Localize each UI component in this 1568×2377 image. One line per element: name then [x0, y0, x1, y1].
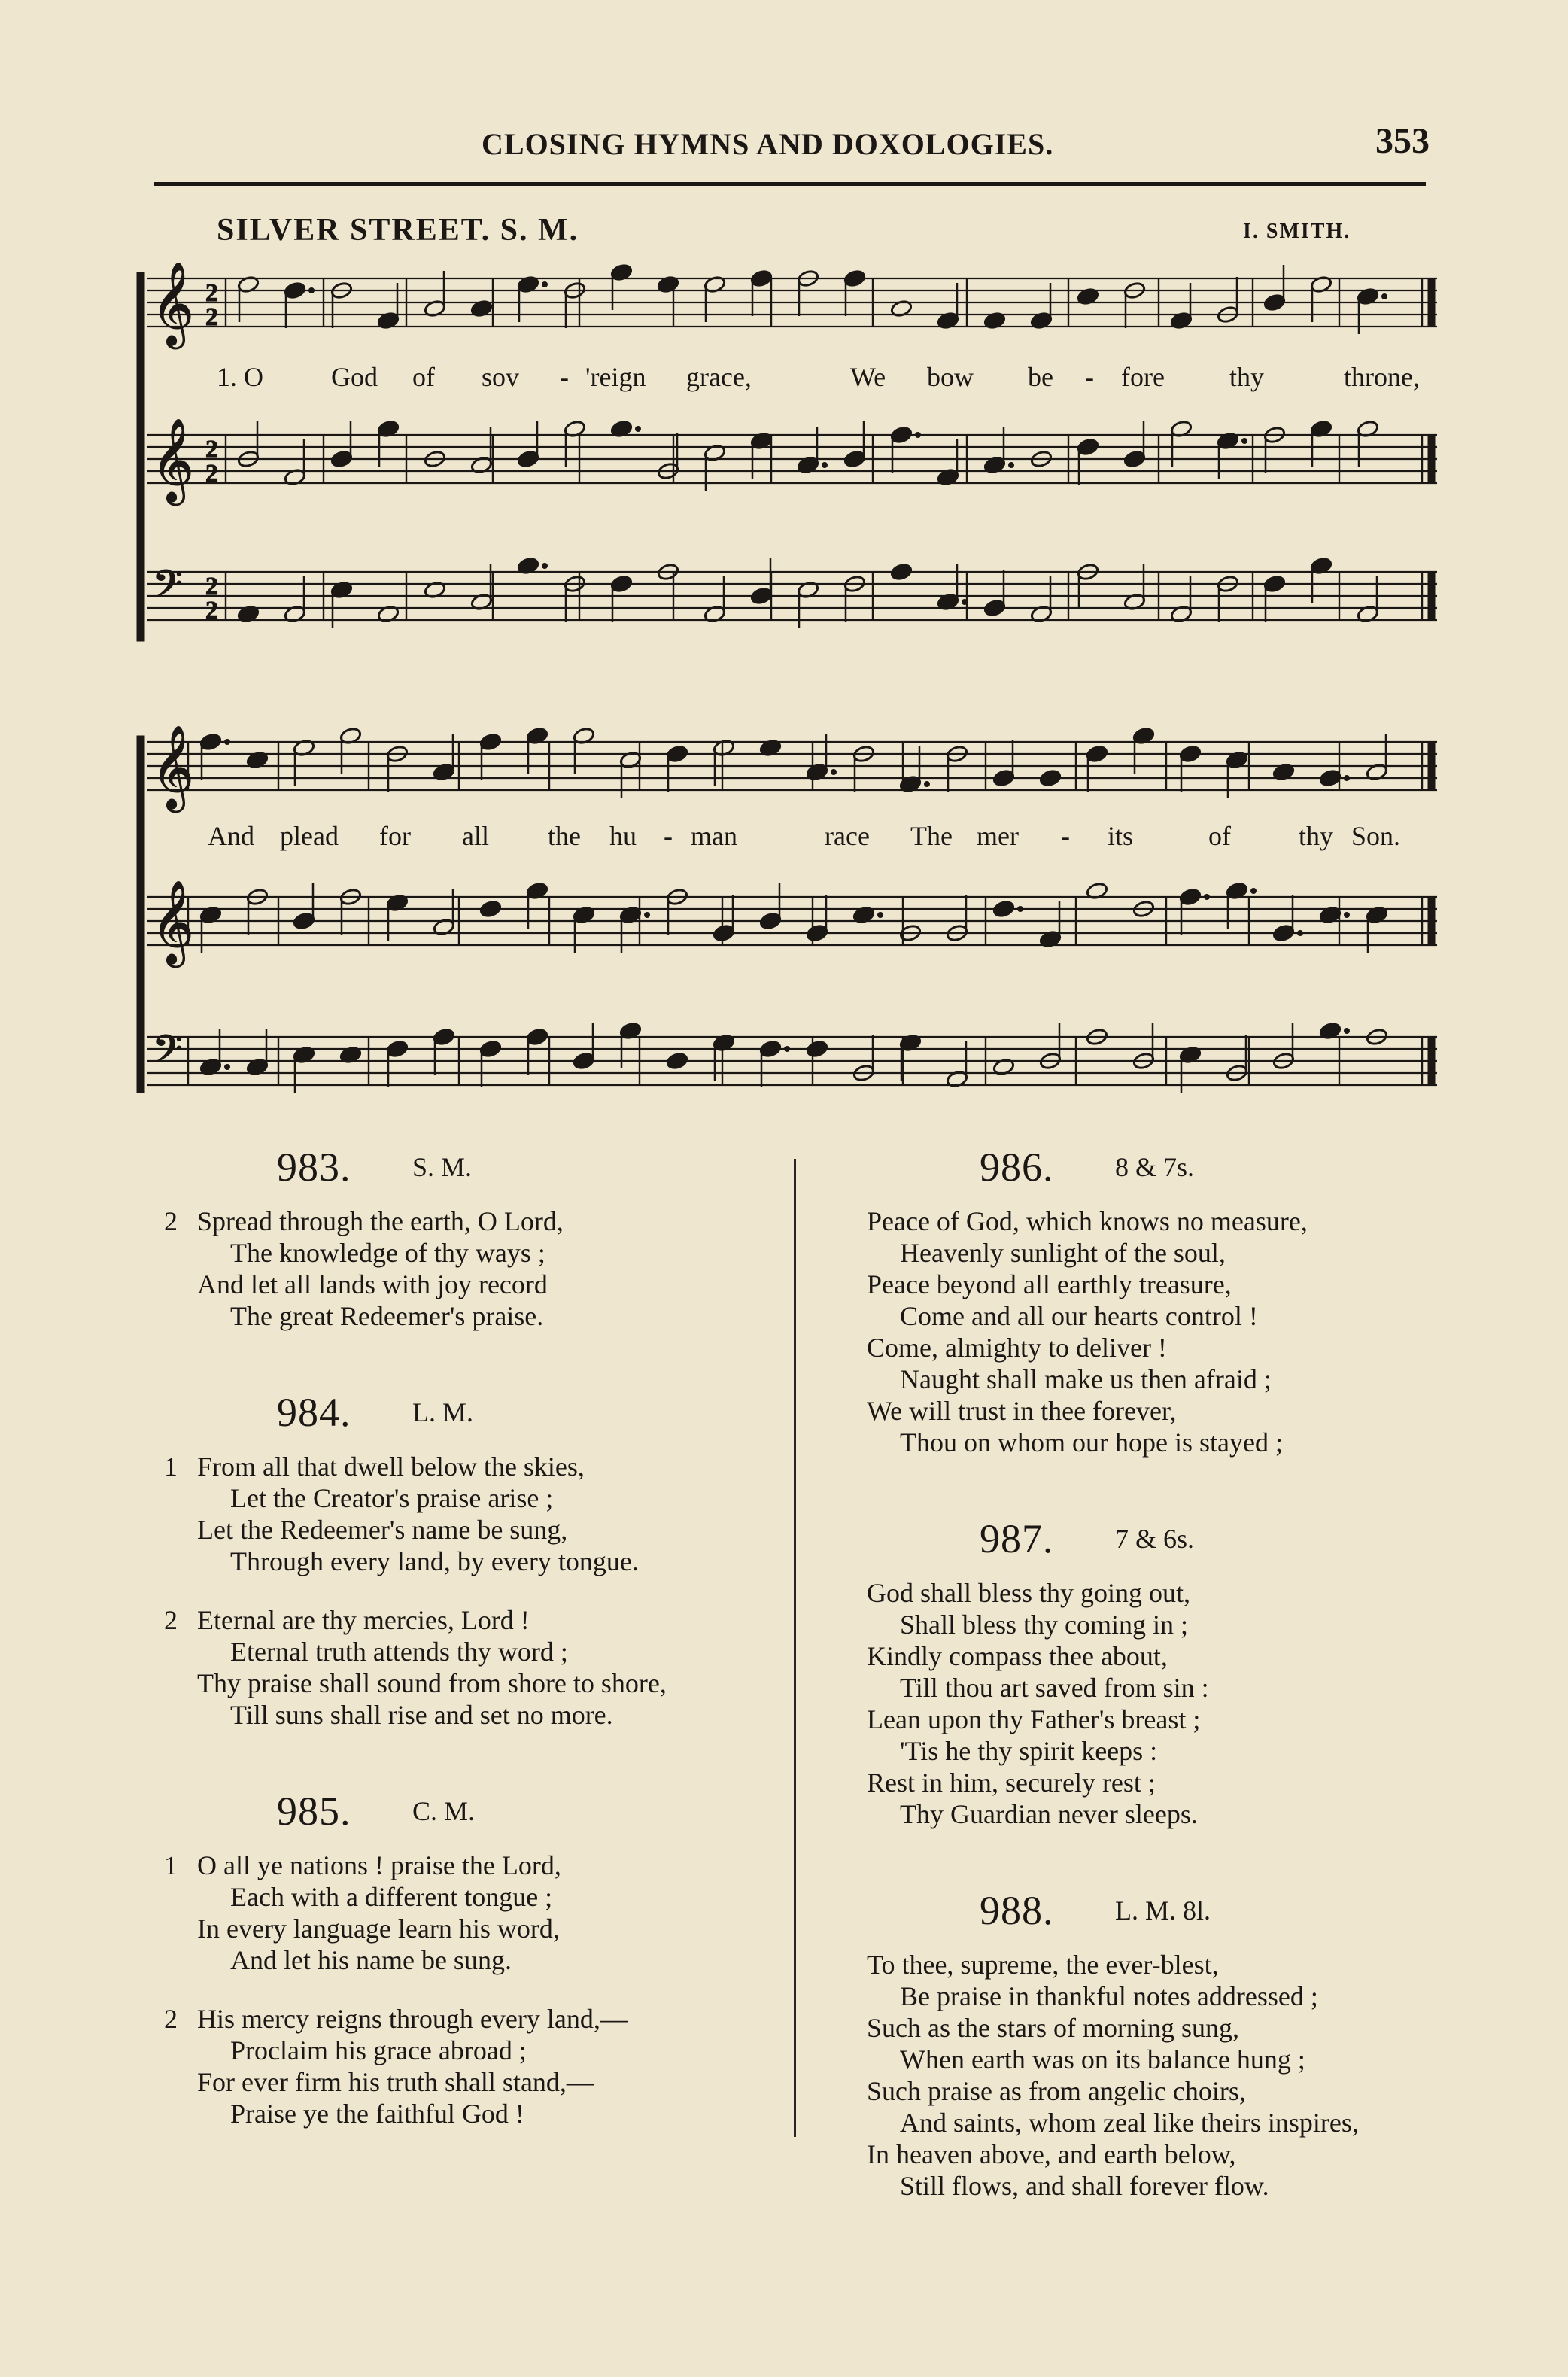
lyric-syllable: throne, [1344, 362, 1420, 392]
verse-number: 1 [164, 1850, 178, 1880]
hymn-line: Heavenly sunlight of the soul, [900, 1238, 1226, 1268]
quarter-note [843, 269, 866, 288]
quarter-note [479, 900, 502, 919]
time-signature-top: 2 [205, 279, 218, 307]
hymn-number: 986. [980, 1144, 1054, 1190]
hymn-line: Till suns shall rise and set no more. [230, 1700, 613, 1730]
lyric-syllable: mer [977, 821, 1019, 851]
dot [225, 740, 230, 745]
composer: I. SMITH. [1243, 220, 1351, 243]
lyric-syllable: plead [280, 821, 339, 851]
hymn-line: Shall bless thy coming in ; [900, 1609, 1188, 1640]
verse-number: 2 [164, 2004, 178, 2034]
hymn-line: Come and all our hearts control ! [900, 1301, 1258, 1331]
quarter-note [284, 281, 306, 300]
hymn-meter: 7 & 6s. [1115, 1524, 1195, 1554]
quarter-note [750, 587, 773, 606]
quarter-note [713, 924, 735, 943]
hymn-line: Kindly compass thee about, [867, 1641, 1168, 1671]
treble-clef: 𝄞 [151, 880, 194, 964]
lyric-syllable: - [664, 821, 673, 851]
lyric-syllable: And [208, 821, 254, 851]
hymn-line: Lean upon thy Father's breast ; [867, 1704, 1201, 1734]
hymn-line: Through every land, by every tongue. [230, 1546, 639, 1576]
hymn-meter: S. M. [412, 1152, 473, 1182]
lyric-syllable: - [1085, 362, 1094, 392]
lyric-syllable: We [850, 362, 886, 392]
treble-clef: 𝄞 [151, 418, 194, 502]
dot [542, 282, 548, 287]
verse-number: 2 [164, 1206, 178, 1236]
hymn-line: Such as the stars of morning sung, [867, 2013, 1239, 2043]
hymn-number: 984. [277, 1390, 351, 1435]
dot [1251, 889, 1257, 894]
hymn-line: In every language learn his word, [197, 1913, 560, 1944]
hymn-line: Naught shall make us then afraid ; [900, 1364, 1272, 1394]
hymn-line: Eternal are thy mercies, Lord ! [197, 1605, 530, 1635]
hymn-meter: 8 & 7s. [1115, 1152, 1195, 1182]
hymn-line: For ever firm his truth shall stand,— [197, 2067, 594, 2097]
treble-clef: 𝄞 [151, 725, 194, 809]
quarter-note [983, 599, 1006, 618]
tune-title: SILVER STREET. S. M. [217, 213, 579, 248]
hymn-line: Each with a different tongue ; [230, 1882, 553, 1912]
dot [785, 1047, 790, 1052]
lyric-syllable: of [412, 362, 435, 392]
time-signature-top: 2 [205, 573, 218, 600]
hymn-line: His mercy reigns through every land,— [197, 2004, 628, 2034]
hymn-line: Thy Guardian never sleeps. [900, 1799, 1198, 1829]
hymn-meter: L. M. 8l. [1115, 1895, 1211, 1926]
hymn-line: Come, almighty to deliver ! [867, 1333, 1167, 1363]
running-head: CLOSING HYMNS AND DOXOLOGIES. [482, 127, 1054, 161]
quarter-note [479, 1040, 502, 1059]
hymn-line: 'Tis he thy spirit keeps : [900, 1736, 1158, 1766]
dot [225, 1065, 230, 1070]
lyric-syllable: race [825, 821, 870, 851]
quarter-note [1077, 438, 1099, 457]
hymn-meter: L. M. [412, 1397, 473, 1427]
hymn-line: Thy praise shall sound from shore to shore, [197, 1668, 667, 1698]
quarter-note [479, 733, 502, 752]
quarter-note [1179, 888, 1202, 907]
hymn-number: 987. [980, 1516, 1054, 1561]
quarter-note [199, 733, 222, 752]
hymn-line: And let all lands with joy record [197, 1269, 548, 1299]
quarter-note [293, 912, 315, 931]
bass-clef: 𝄢 [153, 561, 183, 616]
lyric-syllable: thy [1229, 362, 1265, 392]
quarter-note [330, 450, 353, 469]
quarter-note [526, 1028, 548, 1047]
treble-clef: 𝄞 [151, 261, 194, 345]
quarter-note [666, 1052, 688, 1071]
quarter-note [1272, 924, 1295, 943]
hymn-line: Be praise in thankful notes addressed ; [900, 1981, 1318, 2011]
dot [822, 463, 828, 468]
hymn-line: The great Redeemer's praise. [230, 1301, 544, 1331]
hymn-line: Till thou art saved from sin : [900, 1673, 1209, 1703]
lyric-syllable: be [1028, 362, 1053, 392]
hymn-line: From all that dwell below the skies, [197, 1451, 585, 1482]
hymn-line: And let his name be sung. [230, 1945, 512, 1975]
dot [831, 770, 837, 775]
verse-number: 2 [164, 1605, 178, 1635]
hymn-line: To thee, supreme, the ever-blest, [867, 1950, 1219, 1980]
hymn-line: Peace of God, which knows no measure, [867, 1206, 1308, 1236]
dot [1018, 907, 1023, 912]
dot [1205, 895, 1210, 900]
quarter-note [666, 745, 688, 764]
quarter-note [992, 769, 1015, 788]
quarter-note [1086, 745, 1108, 764]
quarter-note [806, 924, 828, 943]
hymn-line: Praise ye the faithful God ! [230, 2099, 524, 2129]
hymn-line: Eternal truth attends thy word ; [230, 1637, 568, 1667]
hymn-line: Spread through the earth, O Lord, [197, 1206, 564, 1236]
dot [878, 913, 883, 918]
hymn-line: And saints, whom zeal like theirs inspires, [900, 2108, 1359, 2138]
dot [925, 782, 930, 787]
page-number: 353 [1375, 121, 1430, 161]
quarter-note [759, 912, 782, 931]
system-bracket-2 [137, 736, 144, 1093]
hymn-line: Peace beyond all earthly treasure, [867, 1269, 1232, 1299]
quarter-note [1263, 575, 1286, 594]
music-score [0, 0, 1568, 1114]
lyric-syllable: Son. [1351, 821, 1401, 851]
quarter-note [517, 450, 539, 469]
column-divider [794, 1159, 796, 2137]
quarter-note [890, 426, 913, 445]
staff-lines [147, 278, 1437, 1085]
final-barline-thick [1428, 1037, 1435, 1085]
lyric-syllable: man [691, 821, 737, 851]
lyric-syllable: God [331, 362, 378, 392]
lyric-syllable: - [1061, 821, 1070, 851]
quarter-note [1263, 293, 1286, 312]
dot [1242, 439, 1247, 444]
final-barline-thick [1428, 278, 1435, 327]
hymn-line: Such praise as from angelic choirs, [867, 2076, 1246, 2106]
hymn-line: Rest in him, securely rest ; [867, 1768, 1156, 1798]
quarter-note [386, 1040, 409, 1059]
final-barline-thick [1428, 897, 1435, 945]
lyric-syllable: 1. O [217, 362, 263, 392]
hymn-line: We will trust in thee forever, [867, 1396, 1177, 1426]
dot [636, 427, 641, 432]
hymn-number: 983. [277, 1144, 351, 1190]
lyric-syllable: fore [1121, 362, 1165, 392]
time-signature-bottom: 2 [205, 460, 218, 488]
hymn-line: God shall bless thy going out, [867, 1578, 1190, 1608]
verse-number: 1 [164, 1451, 178, 1482]
quarter-note [759, 1040, 782, 1059]
time-signature-bottom: 2 [205, 303, 218, 331]
hymn-line: Let the Creator's praise arise ; [230, 1483, 554, 1513]
lyric-syllable: all [462, 821, 489, 851]
lyric-syllable: its [1108, 821, 1134, 851]
lyric-syllable: of [1208, 821, 1231, 851]
hymn-line: O all ye nations ! praise the Lord, [197, 1850, 561, 1880]
quarter-note [433, 1028, 455, 1047]
system-bracket-1 [137, 272, 144, 641]
quarter-note [992, 900, 1015, 919]
quarter-note [890, 563, 913, 582]
final-barline-thick [1428, 572, 1435, 620]
dot [645, 913, 650, 918]
quarter-note [573, 1052, 595, 1071]
hymn-line: Let the Redeemer's name be sung, [197, 1515, 568, 1545]
dot [1345, 1029, 1350, 1034]
dot [1009, 463, 1014, 468]
hymn-meter: C. M. [412, 1796, 476, 1826]
dot [1345, 913, 1350, 918]
quarter-note [1123, 450, 1146, 469]
dot [1382, 294, 1387, 299]
dot [542, 564, 548, 569]
dot [309, 288, 315, 293]
lyric-syllable: The [910, 821, 953, 851]
dot [1298, 931, 1303, 936]
lyric-syllable: - [560, 362, 569, 392]
lyric-syllable: sov [482, 362, 520, 392]
hymn-line: The knowledge of thy ways ; [230, 1238, 545, 1268]
lyric-syllable: 'reign [585, 362, 646, 392]
lyric-syllable: grace, [686, 362, 752, 392]
quarter-note [610, 575, 633, 594]
lyric-syllable: thy [1299, 821, 1334, 851]
lyric-syllable: for [379, 821, 411, 851]
lyric-syllable: bow [927, 362, 974, 392]
quarter-note [1319, 769, 1342, 788]
bass-clef: 𝄢 [153, 1026, 183, 1081]
dot [1345, 776, 1350, 781]
hymn-line: Thou on whom our hope is stayed ; [900, 1427, 1283, 1458]
lyric-syllable: the [548, 821, 581, 851]
quarter-note [843, 450, 866, 469]
hymn-line: Proclaim his grace abroad ; [230, 2035, 527, 2065]
hymn-line: When earth was on its balance hung ; [900, 2044, 1305, 2075]
quarter-note [750, 269, 773, 288]
final-barline-thick [1428, 742, 1435, 790]
quarter-note [1179, 745, 1202, 764]
time-signature-bottom: 2 [205, 597, 218, 625]
hymn-number: 988. [980, 1888, 1054, 1933]
lyric-syllable: hu [609, 821, 637, 851]
hymn-line: Still flows, and shall forever flow. [900, 2171, 1269, 2201]
dot [916, 433, 921, 438]
final-barline-thick [1428, 435, 1435, 483]
hymn-number: 985. [277, 1789, 351, 1834]
quarter-note [1039, 769, 1062, 788]
time-signature-top: 2 [205, 436, 218, 464]
quarter-note [806, 1040, 828, 1059]
hymn-line: In heaven above, and earth below, [867, 2139, 1236, 2169]
